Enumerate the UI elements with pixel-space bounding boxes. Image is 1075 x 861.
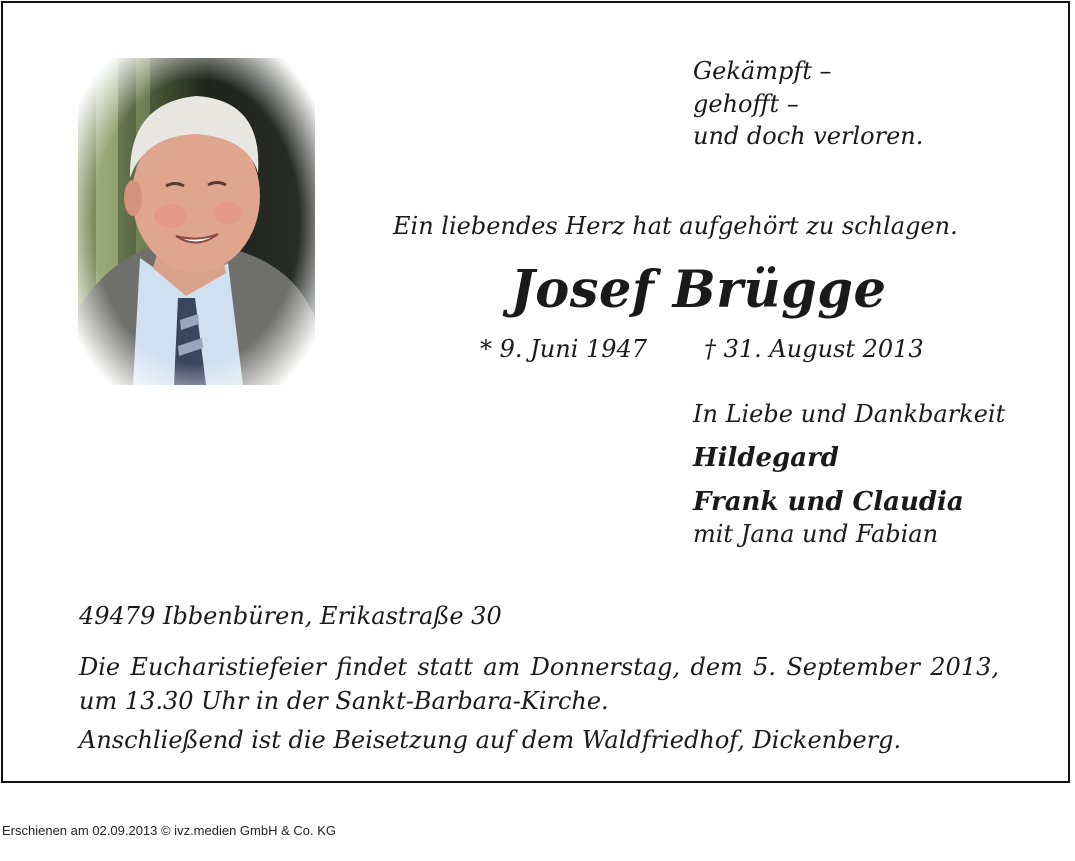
address: 49479 Ibbenbüren, Erikastraße 30 — [79, 602, 502, 630]
birth-date: * 9. Juni 1947 — [480, 335, 648, 363]
deceased-name: Josef Brügge — [510, 260, 887, 320]
ceremony-info: Die Eucharistiefeier findet statt am Donnerstag, dem 5. September 2013, um 13.30 Uhr in der Sankt-Barbara-Kirche. — [79, 653, 999, 715]
death-date: † 31. August 2013 — [704, 335, 924, 363]
portrait-photo — [78, 58, 315, 385]
family-signature — [693, 398, 1005, 550]
publication-footer: Erschienen am 02.09.2013 © ivz.medien GmbH & Co. KG — [2, 823, 337, 838]
burial-info: Anschließend ist die Beisetzung auf dem Waldfriedhof, Dickenberg. — [79, 726, 902, 754]
poem — [693, 55, 923, 153]
family-intro: In Liebe und Dankbarkeit — [693, 400, 1006, 428]
grandchildren-names: mit Jana und Fabian — [693, 520, 939, 548]
children-names: Frank und Claudia — [693, 487, 964, 517]
poem-line: und doch verloren. — [693, 122, 924, 150]
poem-line: Gekämpft – — [693, 57, 832, 85]
poem-line: gehofft – — [693, 89, 799, 118]
spouse-name: Hildegard — [693, 443, 839, 473]
tagline: Ein liebendes Herz hat aufgehört zu schlagen. — [393, 212, 958, 240]
